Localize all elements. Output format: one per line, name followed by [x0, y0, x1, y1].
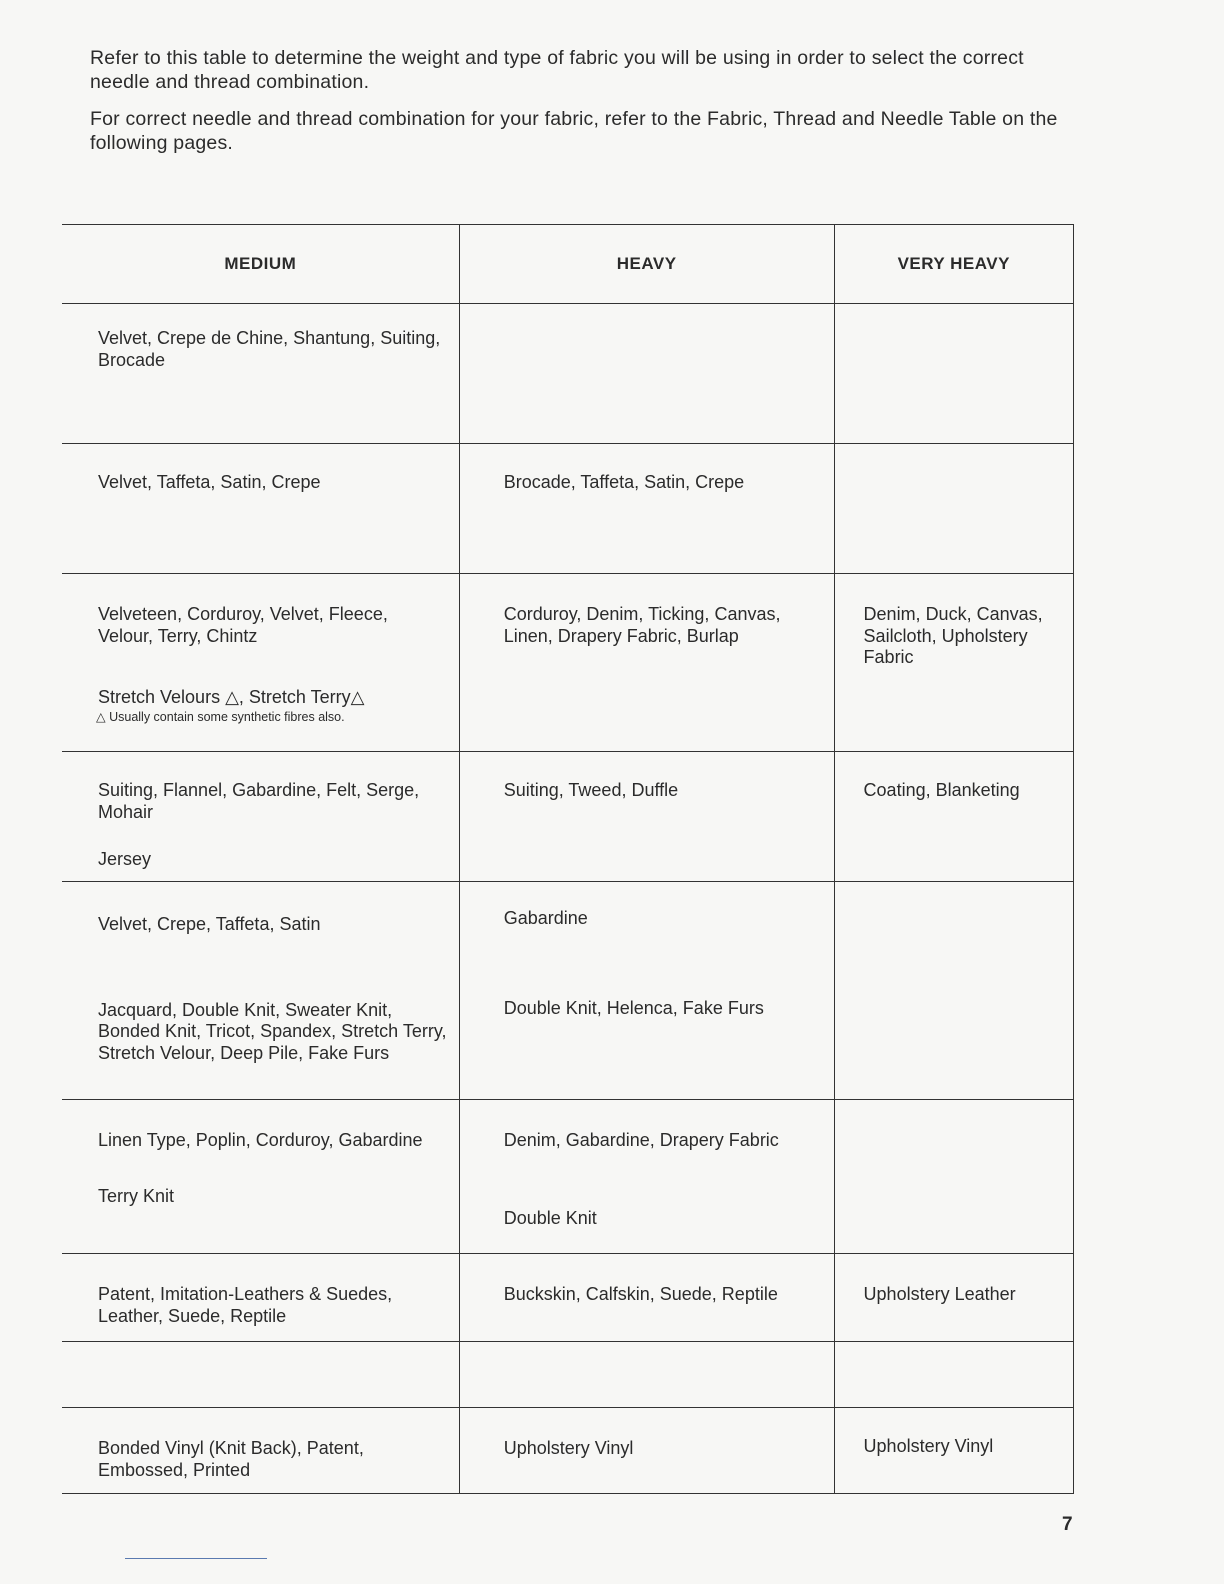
cell-text: Buckskin, Calfskin, Suede, Reptile	[503, 1284, 778, 1304]
cell-medium	[62, 752, 459, 882]
cell-text	[460, 1342, 834, 1366]
cell-text	[835, 444, 1073, 468]
cell-text: Coating, Blanketing	[863, 780, 1020, 800]
cell-very-heavy	[834, 574, 1073, 752]
cell-content	[460, 882, 834, 1027]
cell-very-heavy	[834, 752, 1073, 882]
spacer	[504, 1152, 822, 1208]
cell-text: Upholstery Leather	[863, 1284, 1016, 1304]
cell-text: Denim, Duck, Canvas, Sailcloth, Upholstery Fabric	[863, 604, 1043, 667]
cell-text	[460, 304, 834, 328]
cell-heavy	[459, 574, 834, 752]
cell-medium	[62, 574, 459, 752]
cell-content	[62, 752, 459, 879]
intro-paragraph-2: For correct needle and thread combination for your fabric, refer to the Fabric, Thread and Needle Table on the following pages.	[90, 108, 1058, 154]
table-row	[62, 574, 1074, 752]
cell-heavy	[459, 752, 834, 882]
header-heavy: HEAVY	[459, 225, 834, 304]
cell-text: Velveteen, Corduroy, Velvet, Fleece, Velour, Terry, Chintz	[98, 604, 388, 646]
cell-text	[62, 1342, 459, 1366]
cell-text: Jacquard, Double Knit, Sweater Knit, Bonded Knit, Tricot, Spandex, Stretch Terry, Stretch Velour, Deep Pile, Fake Furs	[98, 999, 447, 1063]
table-row	[62, 1100, 1074, 1254]
spacer	[98, 1152, 447, 1186]
cell-text: Patent, Imitation-Leathers & Suedes, Leather, Suede, Reptile	[98, 1284, 393, 1326]
table-row	[62, 304, 1074, 444]
cell-text	[835, 1100, 1073, 1124]
cell-medium	[62, 882, 459, 1100]
cell-text: Upholstery Vinyl	[503, 1438, 634, 1458]
cell-text	[835, 1342, 1073, 1366]
cell-text: Stretch Velours △, Stretch Terry△	[98, 687, 365, 707]
cell-text: Terry Knit	[98, 1185, 175, 1206]
cell-heavy	[459, 444, 834, 574]
synthetic-fibres-footnote: △ Usually contain some synthetic fibres also.	[96, 709, 345, 724]
cell-very-heavy	[834, 1408, 1073, 1494]
cell-text: Double Knit, Helenca, Fake Furs	[503, 997, 764, 1018]
cell-heavy	[459, 1342, 834, 1408]
intro-text	[90, 46, 1070, 168]
table-row	[62, 882, 1074, 1100]
cell-medium	[62, 304, 459, 444]
intro-paragraph-1: Refer to this table to determine the weight and type of fabric you will be using in order to select the correct needle and thread combination.	[90, 47, 1024, 93]
cell-text: Velvet, Crepe, Taffeta, Satin	[98, 914, 321, 934]
header-very-heavy: VERY HEAVY	[834, 225, 1073, 304]
cell-text	[835, 304, 1073, 328]
cell-text: Velvet, Taffeta, Satin, Crepe	[98, 472, 321, 492]
cell-medium	[62, 444, 459, 574]
cell-text: Upholstery Vinyl	[863, 1436, 994, 1456]
cell-very-heavy	[834, 1254, 1073, 1342]
cell-heavy	[459, 882, 834, 1100]
cell-heavy	[459, 1408, 834, 1494]
cell-medium	[62, 1254, 459, 1342]
cell-text: Jersey	[98, 849, 152, 869]
cell-text	[835, 882, 1073, 906]
table-header-row	[62, 225, 1074, 304]
fabric-weight-table	[62, 224, 1074, 1494]
cell-text: Corduroy, Denim, Ticking, Canvas, Linen, Drapery Fabric, Burlap	[503, 604, 781, 646]
cell-very-heavy	[834, 882, 1073, 1100]
spacer	[98, 823, 447, 849]
cell-content	[62, 882, 459, 1072]
table-row	[62, 444, 1074, 574]
cell-text: Bonded Vinyl (Knit Back), Patent, Embossed, Printed	[98, 1438, 364, 1480]
cell-text: Brocade, Taffeta, Satin, Crepe	[503, 472, 745, 492]
cell-very-heavy	[834, 444, 1073, 574]
cell-text: Double Knit	[503, 1207, 597, 1228]
stray-underline-mark	[125, 1558, 267, 1559]
page-number: 7	[1062, 1514, 1073, 1535]
spacer	[98, 936, 447, 1000]
table-row	[62, 1408, 1074, 1494]
cell-content	[460, 1100, 834, 1237]
cell-heavy	[459, 1254, 834, 1342]
cell-text: Linen Type, Poplin, Corduroy, Gabardine	[98, 1130, 423, 1150]
cell-heavy	[459, 304, 834, 444]
spacer	[98, 647, 447, 687]
cell-very-heavy	[834, 1342, 1073, 1408]
cell-text: Suiting, Flannel, Gabardine, Felt, Serge, Mohair	[98, 780, 420, 822]
cell-medium	[62, 1100, 459, 1254]
cell-very-heavy	[834, 1100, 1073, 1254]
cell-text: Velvet, Crepe de Chine, Shantung, Suiting, Brocade	[98, 328, 441, 370]
cell-heavy	[459, 1100, 834, 1254]
cell-very-heavy	[834, 304, 1073, 444]
spacer	[504, 930, 822, 998]
cell-text: Suiting, Tweed, Duffle	[503, 780, 679, 800]
table-row	[62, 1342, 1074, 1408]
cell-text: Gabardine	[503, 908, 588, 928]
cell-medium	[62, 1408, 459, 1494]
cell-content	[62, 1100, 459, 1215]
header-medium: MEDIUM	[62, 225, 459, 304]
cell-text: Denim, Gabardine, Drapery Fabric	[503, 1130, 779, 1150]
table-row	[62, 1254, 1074, 1342]
cell-content	[62, 574, 459, 733]
table-row	[62, 752, 1074, 882]
cell-medium	[62, 1342, 459, 1408]
